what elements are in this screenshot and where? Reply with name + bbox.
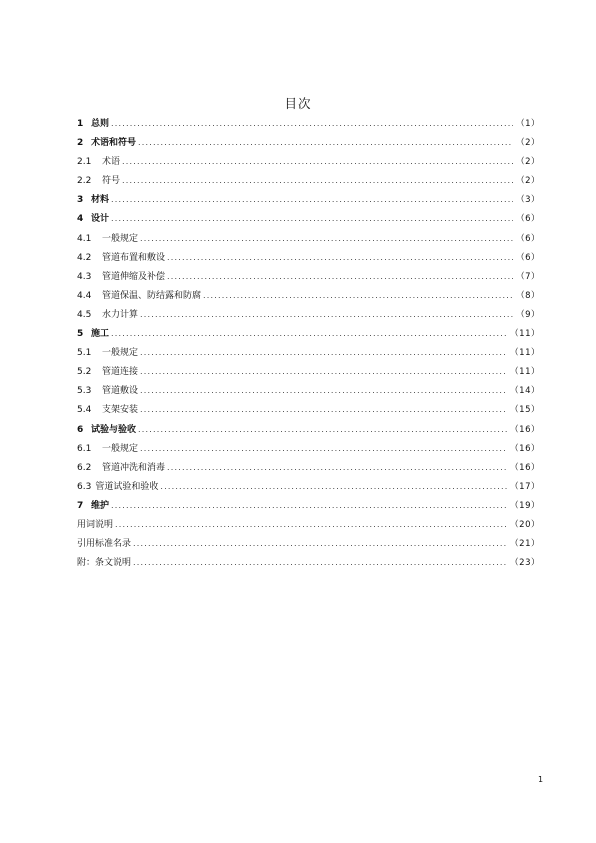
toc-entry-page: （23）: [510, 558, 540, 569]
toc-leader-dots: [122, 171, 513, 190]
toc-leader-dots: [111, 190, 513, 209]
toc-entry-page: （11）: [510, 329, 540, 340]
toc-leader-dots: [111, 209, 513, 228]
toc-entry-page: （6）: [516, 252, 540, 263]
toc-entry-page: （8）: [516, 290, 540, 301]
toc-entry-page: （3）: [516, 195, 540, 206]
toc-entry[interactable]: [77, 439, 540, 458]
toc-entry[interactable]: [77, 114, 540, 133]
toc-entry-label: 施工: [91, 329, 110, 340]
toc-entry-number: 5: [77, 329, 84, 340]
toc-entry-page: （15）: [510, 405, 540, 416]
toc-entry-label: 管道连接: [102, 367, 139, 378]
toc-entry[interactable]: [77, 477, 540, 496]
toc-entry-number: 5.3: [77, 386, 92, 397]
toc-entry-number: 5.4: [77, 405, 92, 416]
toc-leader-dots: [115, 515, 507, 534]
toc-leader-dots: [140, 305, 513, 324]
toc-entry-number: 1: [77, 119, 84, 129]
toc-entry[interactable]: [77, 381, 540, 400]
toc-entry-number: 4.4: [77, 290, 92, 301]
toc-entry[interactable]: [77, 209, 540, 228]
toc-entry[interactable]: [77, 171, 540, 190]
toc-entry-label: 水力计算: [102, 309, 139, 320]
toc-entry[interactable]: [77, 248, 540, 267]
toc-entry[interactable]: [77, 420, 540, 439]
toc-entry-label: 维护: [91, 500, 110, 511]
toc-entry[interactable]: [77, 152, 540, 171]
toc-entry-label: 引用标准名录: [77, 539, 132, 550]
toc-entry-number: 5.2: [77, 367, 92, 378]
toc-entry-label: 术语和符号: [91, 138, 137, 149]
toc-leader-dots: [140, 229, 513, 248]
toc-leader-dots: [203, 286, 513, 305]
toc-leader-dots: [140, 381, 507, 400]
toc-entry-label: 管道保温、防结露和防腐: [102, 290, 202, 301]
toc-leader-dots: [140, 362, 507, 381]
toc-entry-label: 符号: [102, 176, 121, 187]
toc-leader-dots: [140, 343, 507, 362]
toc-entry-page: （20）: [510, 519, 540, 530]
toc-leader-dots: [111, 324, 507, 343]
toc-leader-dots: [167, 267, 513, 286]
toc-entry-label: 一般规定: [102, 443, 139, 454]
toc-entry-label: 用词说明: [77, 519, 114, 530]
toc-leader-dots: [167, 458, 507, 477]
toc-entry[interactable]: [77, 496, 540, 515]
toc-entry-number: 2.1: [77, 157, 92, 168]
toc-entry-number: 6.1: [77, 443, 92, 454]
toc-entry-label: 管道布置和敷设: [102, 252, 166, 263]
toc-entry-label: 术语: [102, 157, 121, 168]
toc-entry-label: 管道伸缩及补偿: [102, 271, 166, 282]
toc-leader-dots: [133, 553, 507, 572]
toc-entry-number: 2.2: [77, 176, 92, 187]
toc-entry-number: 2: [77, 138, 84, 149]
toc-entry[interactable]: [77, 229, 540, 248]
toc-leader-dots: [138, 420, 507, 439]
toc-entry-page: （16）: [510, 462, 540, 473]
toc-entry-label: 设计: [91, 214, 110, 225]
toc-entry-label: 材料: [91, 195, 110, 206]
toc-entry-page: （6）: [516, 233, 540, 244]
toc-entry-label: 附：条文说明: [77, 558, 132, 569]
toc-entry[interactable]: [77, 343, 540, 362]
toc-entry-page: （2）: [516, 157, 540, 168]
toc-leader-dots: [140, 439, 507, 458]
toc-entry-page: （9）: [516, 309, 540, 320]
toc-leader-dots: [140, 400, 507, 419]
toc-leader-dots: [111, 496, 507, 515]
toc-entry[interactable]: [77, 515, 540, 534]
toc-entry-page: （7）: [516, 271, 540, 282]
toc-entry-page: （14）: [510, 386, 540, 397]
toc-entry-label: 管道敷设: [102, 386, 139, 397]
toc-entry-page: （19）: [510, 500, 540, 511]
toc-entry[interactable]: [77, 553, 540, 572]
toc-entry-label: 一般规定: [102, 348, 139, 359]
page-number: 1: [538, 775, 544, 784]
toc-entry-label: 管道试验和验收: [95, 481, 159, 492]
toc-entry-page: （16）: [510, 424, 540, 435]
toc-leader-dots: [111, 114, 513, 133]
toc-entry-page: （2）: [516, 176, 540, 187]
toc-entry[interactable]: [77, 133, 540, 152]
toc-entry-number: 7: [77, 500, 84, 511]
toc-entry-number: 3: [77, 195, 84, 206]
toc-entry-number: 4.3: [77, 271, 92, 282]
toc-entry-label: 总则: [91, 119, 110, 129]
toc-entry-page: （11）: [510, 367, 540, 378]
toc-entry[interactable]: [77, 190, 540, 209]
toc-entry-label: 试验与验收: [91, 424, 137, 435]
toc-entry-page: （21）: [510, 539, 540, 550]
toc-entry[interactable]: [77, 458, 540, 477]
toc-leader-dots: [160, 477, 507, 496]
toc-entry-number: 4.2: [77, 252, 92, 263]
toc-entry[interactable]: [77, 305, 540, 324]
toc-title: 目次: [284, 96, 312, 111]
toc-leader-dots: [167, 248, 513, 267]
toc-entry[interactable]: [77, 362, 540, 381]
toc-entry-page: （17）: [510, 481, 540, 492]
toc-entry-number: 4: [77, 214, 84, 225]
toc-entry-page: （6）: [516, 214, 540, 225]
toc-leader-dots: [133, 534, 507, 553]
toc-entry[interactable]: [77, 324, 540, 343]
toc-entry-number: 6.2: [77, 462, 92, 473]
toc-entry-page: （11）: [510, 348, 540, 359]
table-of-contents: [77, 114, 540, 572]
toc-entry-label: 管道冲洗和消毒: [102, 462, 166, 473]
toc-entry[interactable]: [77, 286, 540, 305]
toc-entry-page: （1）: [516, 119, 540, 129]
toc-entry-page: （2）: [516, 138, 540, 149]
toc-entry-number: 6.3: [77, 481, 92, 492]
toc-entry-page: （16）: [510, 443, 540, 454]
toc-entry-label: 一般规定: [102, 233, 139, 244]
toc-entry-label: 支架安装: [102, 405, 139, 416]
toc-entry[interactable]: [77, 267, 540, 286]
toc-leader-dots: [138, 133, 513, 152]
toc-entry-number: 4.1: [77, 233, 92, 244]
toc-entry-number: 6: [77, 424, 84, 435]
toc-leader-dots: [122, 152, 513, 171]
toc-entry[interactable]: [77, 400, 540, 419]
toc-entry[interactable]: [77, 534, 540, 553]
toc-entry-number: 4.5: [77, 309, 92, 320]
toc-entry-number: 5.1: [77, 348, 92, 359]
